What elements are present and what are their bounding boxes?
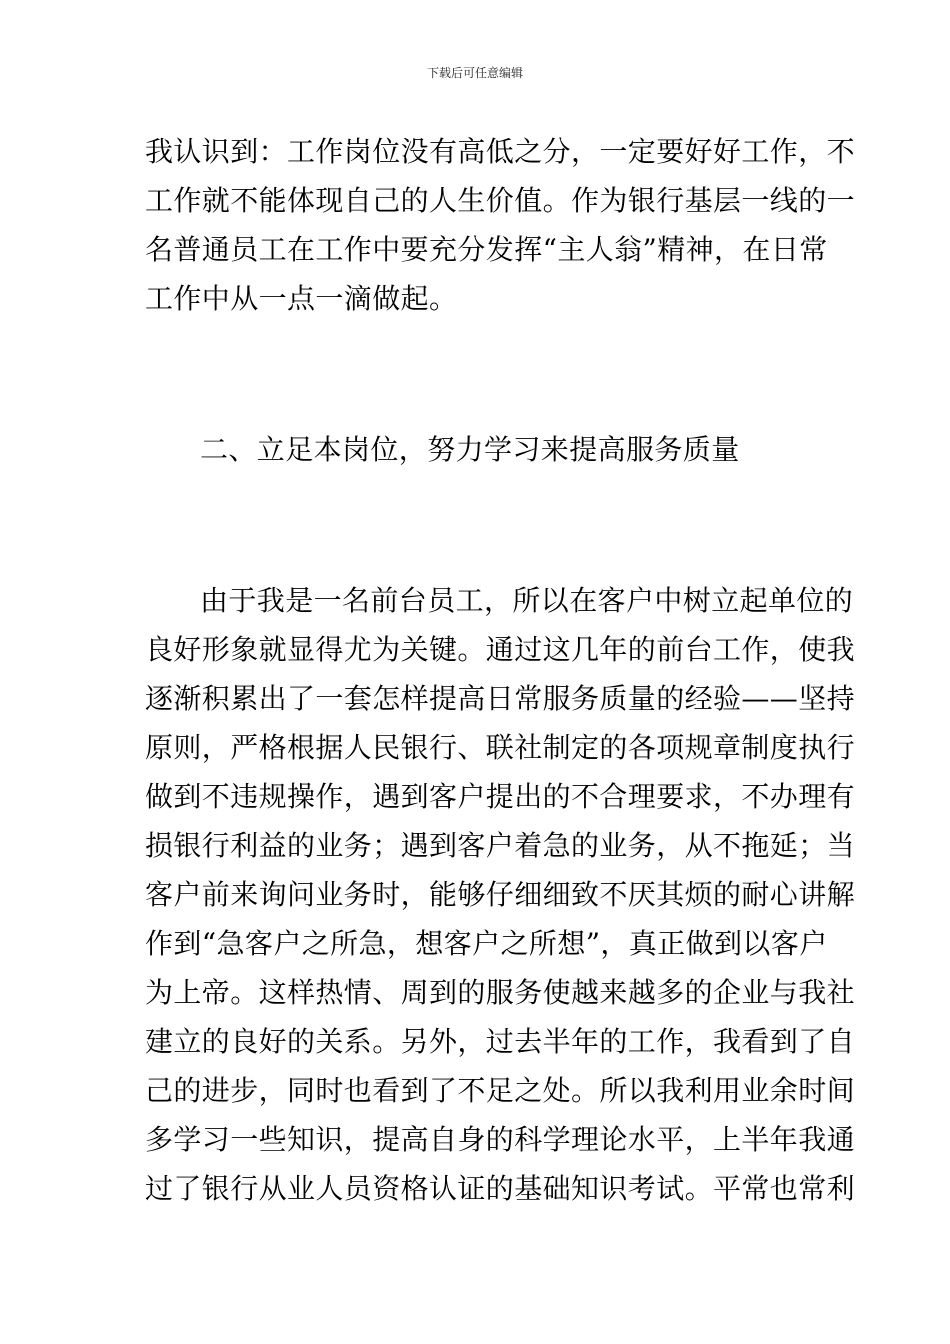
paragraph-line: 做到不违规操作，遇到客户提出的不合理要求，不办理有 — [145, 780, 856, 813]
paragraph-line: 过了银行从业人员资格认证的基础知识考试。平常也常利 — [145, 1172, 856, 1205]
paragraph-2 — [145, 576, 856, 1213]
paragraph-line: 工作就不能体现自己的人生价值。作为银行基层一线的一 — [145, 184, 856, 217]
paragraph-line: 原则，严格根据人民银行、联社制定的各项规章制度执行 — [145, 731, 856, 764]
paragraph-line: 工作中从一点一滴做起。 — [145, 282, 458, 315]
paragraph-line: 良好形象就显得尤为关键。通过这几年的前台工作，使我 — [145, 633, 856, 666]
paragraph-line: 为上帝。这样热情、周到的服务使越来越多的企业与我社 — [145, 976, 856, 1009]
paragraph-line: 客户前来询问业务时，能够仔细细致不厌其烦的耐心讲解 — [145, 878, 856, 911]
paragraph-line: 建立的良好的关系。另外，过去半年的工作，我看到了自 — [145, 1025, 856, 1058]
paragraph-line: 作到“急客户之所急，想客户之所想”，真正做到以客户 — [145, 927, 828, 960]
paragraph-line: 名普通员工在工作中要充分发挥“主人翁”精神，在日常 — [145, 233, 828, 266]
paragraph-1 — [145, 127, 856, 323]
section-heading-block — [145, 425, 810, 474]
paragraph-line: 由于我是一名前台员工，所以在客户中树立起单位的 — [200, 584, 854, 617]
header-note: 下载后可任意编辑 — [426, 66, 523, 80]
paragraph-line: 损银行利益的业务；遇到客户着急的业务，从不拖延；当 — [145, 829, 856, 862]
paragraph-line: 多学习一些知识，提高自身的科学理论水平，上半年我通 — [145, 1123, 856, 1156]
paragraph-line: 己的进步，同时也看到了不足之处。所以我利用业余时间 — [145, 1074, 856, 1107]
paragraph-line: 我认识到：工作岗位没有高低之分，一定要好好工作，不 — [145, 135, 856, 168]
section-heading: 二、立足本岗位，努力学习来提高服务质量 — [200, 433, 740, 466]
paragraph-line: 逐渐积累出了一套怎样提高日常服务质量的经验——坚持 — [145, 682, 856, 715]
